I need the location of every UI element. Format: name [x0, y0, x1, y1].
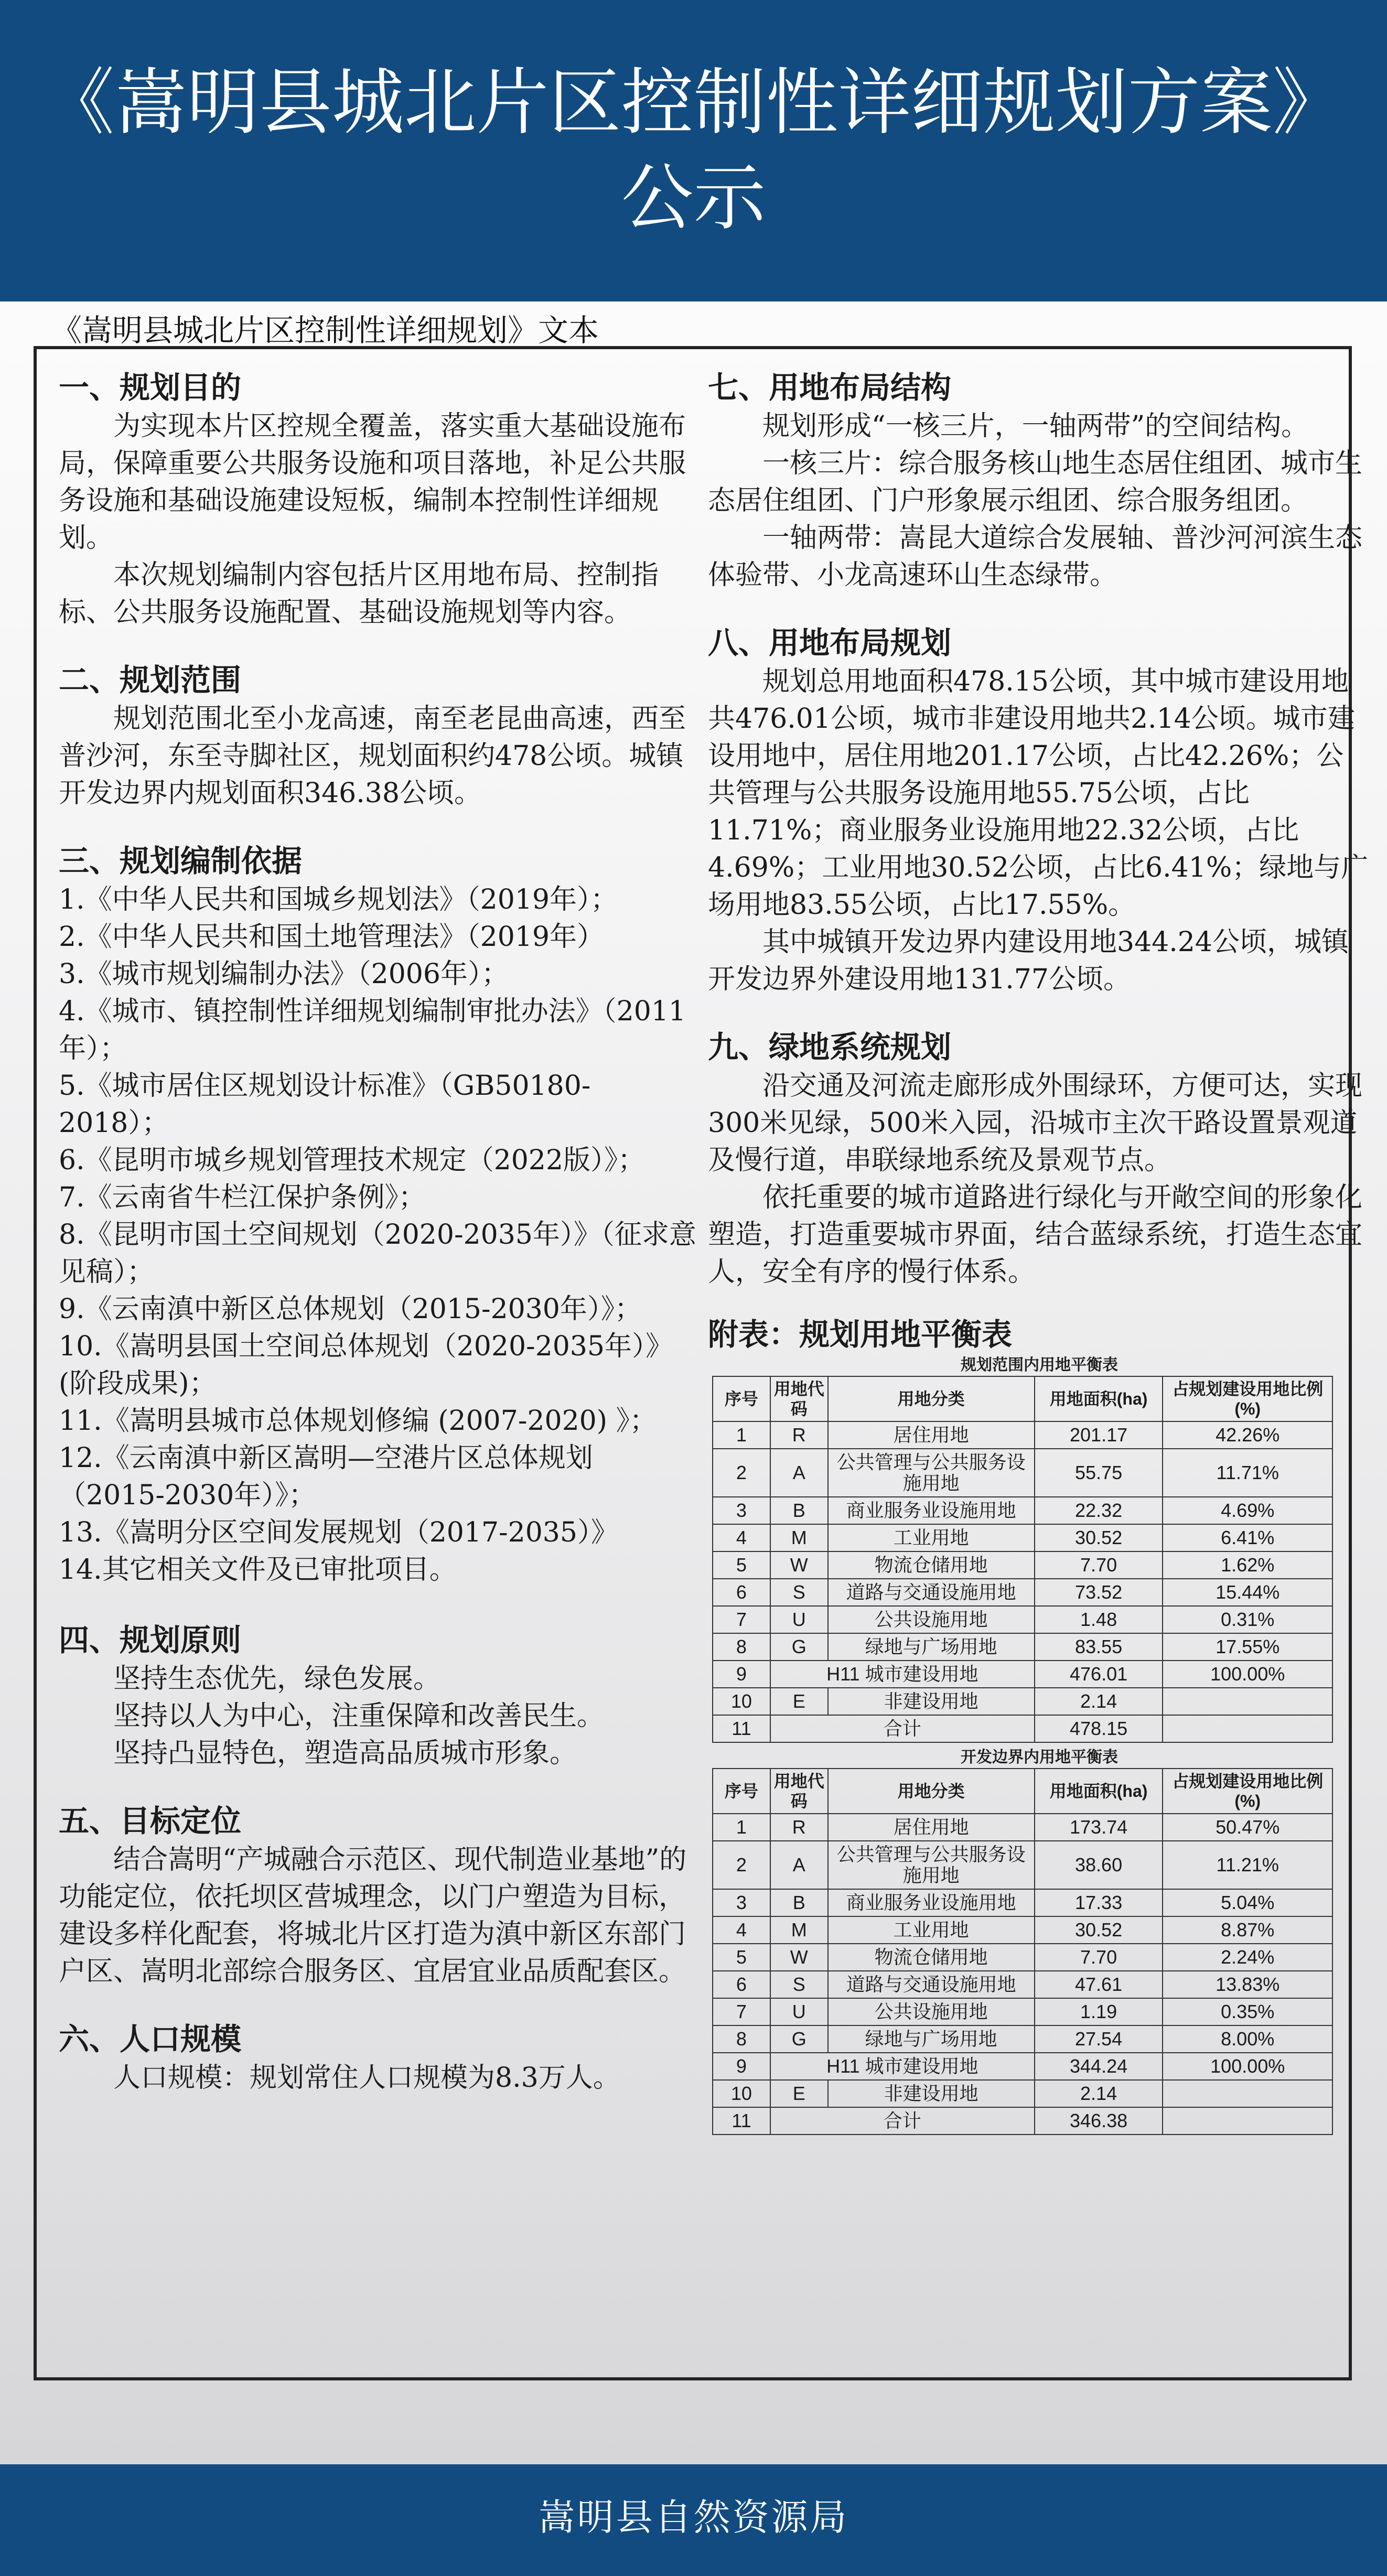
list-item: 5.《城市居住区规划设计标准》（GB50180-2018）；: [59, 1070, 591, 1139]
table-cell: 公共设施用地: [828, 1998, 1035, 2025]
table-cell: R: [770, 1421, 828, 1449]
table-row: [713, 1889, 1332, 1916]
table-cell: 11.71%: [1163, 1449, 1332, 1497]
table-cell: 13.83%: [1163, 1971, 1332, 1998]
table-row: [713, 1579, 1332, 1606]
table-cell: 7: [713, 1998, 770, 2025]
table-row: [713, 1814, 1332, 1841]
table-cell: 4.69%: [1163, 1497, 1332, 1524]
table-cell: 2: [713, 1841, 770, 1889]
table-row: [713, 2080, 1332, 2107]
column-header: 占规划建设用地比例(%): [1163, 1769, 1332, 1814]
appendix-heading: 附表：规划用地平衡表: [708, 1317, 1013, 1352]
table-cell: 173.74: [1035, 1814, 1163, 1841]
table-cell: 非建设用地: [828, 2080, 1035, 2107]
section-structure: [708, 368, 1371, 594]
table-cell: 1: [713, 1814, 770, 1841]
paragraph: 人口规模：规划常住人口规模为8.3万人。: [113, 2062, 620, 2094]
column-header: 用地分类: [828, 1376, 1035, 1421]
column-header: 序号: [713, 1769, 770, 1814]
page-title-line2: 公示: [621, 156, 766, 240]
table-cell: 绿地与广场用地: [828, 2025, 1035, 2053]
table-cell: [1163, 1715, 1332, 1742]
list-item: 12.《云南滇中新区嵩明—空港片区总体规划（2015-2030年）》；: [59, 1442, 593, 1511]
table-cell: 1: [713, 1421, 770, 1449]
table-cell: 工业用地: [828, 1916, 1035, 1944]
column-header: 序号: [713, 1376, 770, 1421]
table-cell: 6.41%: [1163, 1524, 1332, 1551]
table-cell: E: [770, 1688, 828, 1715]
table-cell: 0.31%: [1163, 1606, 1332, 1633]
table-cell: [1163, 2107, 1332, 2135]
table-cell: 8.00%: [1163, 2025, 1332, 2053]
column-header: 用地代码: [770, 1769, 828, 1814]
table-cell: 5.04%: [1163, 1889, 1332, 1916]
table-cell: 公共管理与公共服务设施用地: [828, 1841, 1035, 1889]
paragraph: 一轴两带：嵩昆大道综合发展轴、普沙河河滨生态体验带、小龙高速环山生态绿带。: [708, 522, 1363, 591]
table-row: [713, 1633, 1332, 1661]
section-heading: 一、规划目的: [59, 370, 242, 405]
table-cell: H11 城市建设用地: [770, 2053, 1035, 2080]
section-heading: 六、人口规模: [59, 2021, 242, 2057]
table-cell: 2: [713, 1449, 770, 1497]
section-population: [59, 2019, 697, 2097]
table-cell: 201.17: [1035, 1421, 1163, 1449]
table-cell: W: [770, 1944, 828, 1971]
table-cell: B: [770, 1497, 828, 1524]
table-cell: 73.52: [1035, 1579, 1163, 1606]
table-cell: 1.19: [1035, 1998, 1163, 2025]
table-cell: 7.70: [1035, 1944, 1163, 1971]
table-cell: 非建设用地: [828, 1688, 1035, 1715]
footer-authority: 嵩明县自然资源局: [538, 2496, 849, 2539]
table-cell: A: [770, 1449, 828, 1497]
table-cell: 478.15: [1035, 1715, 1163, 1742]
table-cell: 42.26%: [1163, 1421, 1332, 1449]
right-column: [708, 349, 1371, 2135]
table-cell: 居住用地: [828, 1814, 1035, 1841]
table-cell: 道路与交通设施用地: [828, 1971, 1035, 1998]
section-heading: 二、规划范围: [59, 662, 242, 698]
table-cell: S: [770, 1579, 828, 1606]
table-cell: 10: [713, 1688, 770, 1715]
table-cell: G: [770, 2025, 828, 2053]
table-cell: 0.35%: [1163, 1998, 1332, 2025]
table-cell: 3: [713, 1889, 770, 1916]
table-cell: 道路与交通设施用地: [828, 1579, 1035, 1606]
table-cell: 100.00%: [1163, 2053, 1332, 2080]
table-row: [713, 1944, 1332, 1971]
table-cell: B: [770, 1889, 828, 1916]
table-cell: 2.24%: [1163, 1944, 1332, 1971]
table-cell: 工业用地: [828, 1524, 1035, 1551]
table-cell: 8.87%: [1163, 1916, 1332, 1944]
table-cell: 2.14: [1035, 1688, 1163, 1715]
section-heading: 九、绿地系统规划: [708, 1029, 952, 1065]
table-cell: 22.32: [1035, 1497, 1163, 1524]
table-header-row: [713, 1769, 1332, 1814]
table-cell: 17.33: [1035, 1889, 1163, 1916]
paragraph: 结合嵩明“产城融合示范区、现代制造业基地”的功能定位，依托坝区营城理念，以门户塑造为目标，建设多样化配套，将城北片区打造为滇中新区东部门户区、嵩明北部综合服务区、宜居宜业品质配套区。: [59, 1844, 687, 1987]
section-heading: 五、目标定位: [59, 1803, 242, 1839]
table-cell: A: [770, 1841, 828, 1889]
table-cell: M: [770, 1524, 828, 1551]
column-header: 用地分类: [828, 1769, 1035, 1814]
table-row: [713, 1551, 1332, 1579]
table-cell: 1.48: [1035, 1606, 1163, 1633]
table-cell: 100.00%: [1163, 1661, 1332, 1688]
table-cell: 346.38: [1035, 2107, 1163, 2135]
list-item: 3.《城市规划编制办法》（2006年）；: [59, 958, 509, 990]
table-cell: 合计: [770, 2107, 1035, 2135]
table-cell: E: [770, 2080, 828, 2107]
table-cell: 6: [713, 1971, 770, 1998]
table-cell: H11 城市建设用地: [770, 1661, 1035, 1688]
table-cell: 9: [713, 2053, 770, 2080]
page-title-line1: 《嵩明县城北片区控制性详细规划方案》: [42, 60, 1345, 145]
table-cell: 38.60: [1035, 1841, 1163, 1889]
table-cell: 1.62%: [1163, 1551, 1332, 1579]
table-cell: U: [770, 1606, 828, 1633]
list-item: 14.其它相关文件及已审批项目。: [59, 1554, 457, 1586]
list-item: 坚持生态优先，绿色发展。: [113, 1663, 441, 1695]
table-cell: 合计: [770, 1715, 1035, 1742]
table-cell: 9: [713, 1661, 770, 1688]
section-purpose: [59, 368, 697, 631]
paragraph: 为实现本片区控规全覆盖，落实重大基础设施布局，保障重要公共服务设施和项目落地，补足公共服务设施和基础设施建设短板，编制本控制性详细规划。: [59, 411, 686, 554]
section-positioning: [59, 1801, 697, 1990]
table-cell: G: [770, 1633, 828, 1661]
table-caption: 规划范围内用地平衡表: [961, 1356, 1118, 1374]
list-item: 6.《昆明市城乡规划管理技术规定（2022版）》；: [59, 1145, 645, 1176]
table-cell: 3: [713, 1497, 770, 1524]
list-item: 坚持凸显特色，塑造高品质城市形象。: [113, 1738, 577, 1769]
paragraph: 规划范围北至小龙高速，南至老昆曲高速，西至普沙河，东至寺脚社区，规划面积约478公顷。城镇开发边界内规划面积346.38公顷。: [59, 703, 686, 809]
table-cell: 物流仓储用地: [828, 1551, 1035, 1579]
table-row: [713, 1421, 1332, 1449]
table-cell: 55.75: [1035, 1449, 1163, 1497]
table-cell: 5: [713, 1551, 770, 1579]
table-cell: M: [770, 1916, 828, 1944]
paragraph: 沿交通及河流走廊形成外围绿环，方便可达，实现300米见绿，500米入园，沿城市主次干路设置景观道及慢行道，串联绿地系统及景观节点。: [708, 1070, 1363, 1176]
table-cell: 绿地与广场用地: [828, 1633, 1035, 1661]
table-row: [713, 1606, 1332, 1633]
table-cell: 17.55%: [1163, 1633, 1332, 1661]
table-cell: 7: [713, 1606, 770, 1633]
table-row: [713, 1449, 1332, 1497]
list-item: 2.《中华人民共和国土地管理法》（2019年）: [59, 921, 604, 953]
column-header: 用地面积(ha): [1035, 1376, 1163, 1421]
table-cell: 8: [713, 2025, 770, 2053]
table-row: [713, 2053, 1332, 2080]
table-cell: 物流仓储用地: [828, 1944, 1035, 1971]
table-cell: 30.52: [1035, 1524, 1163, 1551]
page-title: [0, 55, 1387, 246]
table-cell: S: [770, 1971, 828, 1998]
list-item: 4.《城市、镇控制性详细规划编制审批办法》（2011年）；: [59, 996, 686, 1064]
section-basis: [59, 841, 697, 1589]
table-cell: 30.52: [1035, 1916, 1163, 1944]
table-cell: 27.54: [1035, 2025, 1163, 2053]
table-row: [713, 1497, 1332, 1524]
table-row: [713, 1916, 1332, 1944]
list-item: 7.《云南省牛栏江保护条例》；: [59, 1182, 426, 1213]
table-cell: 6: [713, 1579, 770, 1606]
table-cell: 居住用地: [828, 1421, 1035, 1449]
table-cell: U: [770, 1998, 828, 2025]
table-cell: 10: [713, 2080, 770, 2107]
table-cell: 344.24: [1035, 2053, 1163, 2080]
table-cell: R: [770, 1814, 828, 1841]
list-item: 10.《嵩明县国土空间总体规划（2020-2035年）》(阶段成果)；: [59, 1331, 673, 1399]
left-column: [59, 349, 697, 2097]
table-cell: 公共管理与公共服务设施用地: [828, 1449, 1035, 1497]
table-row: [713, 1688, 1332, 1715]
table-row: [713, 1841, 1332, 1889]
table-caption: 开发边界内用地平衡表: [961, 1748, 1118, 1766]
section-heading: 四、规划原则: [59, 1622, 242, 1658]
list-item: 11.《嵩明县城市总体规划修编 (2007-2020) 》；: [59, 1405, 657, 1437]
list-item: 8.《昆明市国土空间规划（2020-2035年）》（征求意见稿）；: [59, 1219, 696, 1288]
paragraph: 一核三片：综合服务核山地生态居住组团、城市生态居住组团、门户形象展示组团、综合服务组团。: [708, 448, 1363, 516]
table-cell: 47.61: [1035, 1971, 1163, 1998]
paragraph: 规划形成“一核三片，一轴两带”的空间结构。: [762, 411, 1309, 442]
table-header-row: [713, 1376, 1332, 1421]
table-row: [713, 1971, 1332, 1998]
table-row: [713, 1661, 1332, 1688]
section-heading: 三、规划编制依据: [59, 843, 303, 879]
table-cell: 15.44%: [1163, 1579, 1332, 1606]
table-row: [713, 2107, 1332, 2135]
land-balance-table-boundary: [712, 1768, 1333, 2135]
table-cell: 11: [713, 1715, 770, 1742]
table-cell: 11.21%: [1163, 1841, 1332, 1889]
paragraph: 规划总用地面积478.15公顷，其中城市建设用地共476.01公顷，城市非建设用地共2.14公顷。城市建设用地中，居住用地201.17公顷，占比42.26%；公共管理与公共服务设施用地55.75公顷，占比11.71%；商业服务业设施用地22.32公顷，占比4.69%；工业用地30.52公顷，占比6.41%；绿地与广场用地83.55公顷，占比17.55%。: [708, 666, 1369, 921]
table-cell: 商业服务业设施用地: [828, 1497, 1035, 1524]
table-cell: 2.14: [1035, 2080, 1163, 2107]
paragraph: 依托重要的城市道路进行绿化与开敞空间的形象化塑造，打造重要城市界面，结合蓝绿系统，打造生态宜人，安全有序的慢行体系。: [708, 1182, 1363, 1288]
section-land-plan: [708, 623, 1371, 998]
table-cell: 8: [713, 1633, 770, 1661]
table-cell: 11: [713, 2107, 770, 2135]
table-cell: 4: [713, 1524, 770, 1551]
table-cell: 7.70: [1035, 1551, 1163, 1579]
list-item: 13.《嵩明分区空间发展规划（2017-2035）》: [59, 1517, 618, 1548]
table-cell: 公共设施用地: [828, 1606, 1035, 1633]
list-item: 9.《云南滇中新区总体规划（2015-2030年）》；: [59, 1294, 642, 1325]
list-item: 1.《中华人民共和国城乡规划法》（2019年）；: [59, 884, 618, 915]
section-principles: [59, 1620, 697, 1772]
table-row: [713, 1998, 1332, 2025]
table-cell: [1163, 1688, 1332, 1715]
table-cell: 4: [713, 1916, 770, 1944]
column-header: 占规划建设用地比例(%): [1163, 1376, 1332, 1421]
table-cell: 83.55: [1035, 1633, 1163, 1661]
section-heading: 七、用地布局结构: [708, 370, 952, 405]
table-cell: 5: [713, 1944, 770, 1971]
section-heading: 八、用地布局规划: [708, 625, 952, 661]
list-item: 坚持以人为中心，注重保障和改善民生。: [113, 1700, 605, 1732]
section-green: [708, 1027, 1371, 1291]
table-cell: W: [770, 1551, 828, 1579]
paragraph: 本次规划编制内容包括片区用地布局、控制指标、公共服务设施配置、基础设施规划等内容。: [59, 559, 659, 628]
land-balance-table-planning: [712, 1376, 1333, 1743]
section-scope: [59, 660, 697, 812]
table-row: [713, 1715, 1332, 1742]
table-cell: [1163, 2080, 1332, 2107]
table-cell: 476.01: [1035, 1661, 1163, 1688]
column-header: 用地面积(ha): [1035, 1769, 1163, 1814]
column-header: 用地代码: [770, 1376, 828, 1421]
content-frame: [34, 346, 1369, 2380]
document-subheading: 《嵩明县城北片区控制性详细规划》文本: [51, 312, 599, 348]
table-cell: 商业服务业设施用地: [828, 1889, 1035, 1916]
table-row: [713, 2025, 1332, 2053]
paragraph: 其中城镇开发边界内建设用地344.24公顷，城镇开发边界外建设用地131.77公顷。: [708, 926, 1349, 995]
table-row: [713, 1524, 1332, 1551]
table-cell: 50.47%: [1163, 1814, 1332, 1841]
